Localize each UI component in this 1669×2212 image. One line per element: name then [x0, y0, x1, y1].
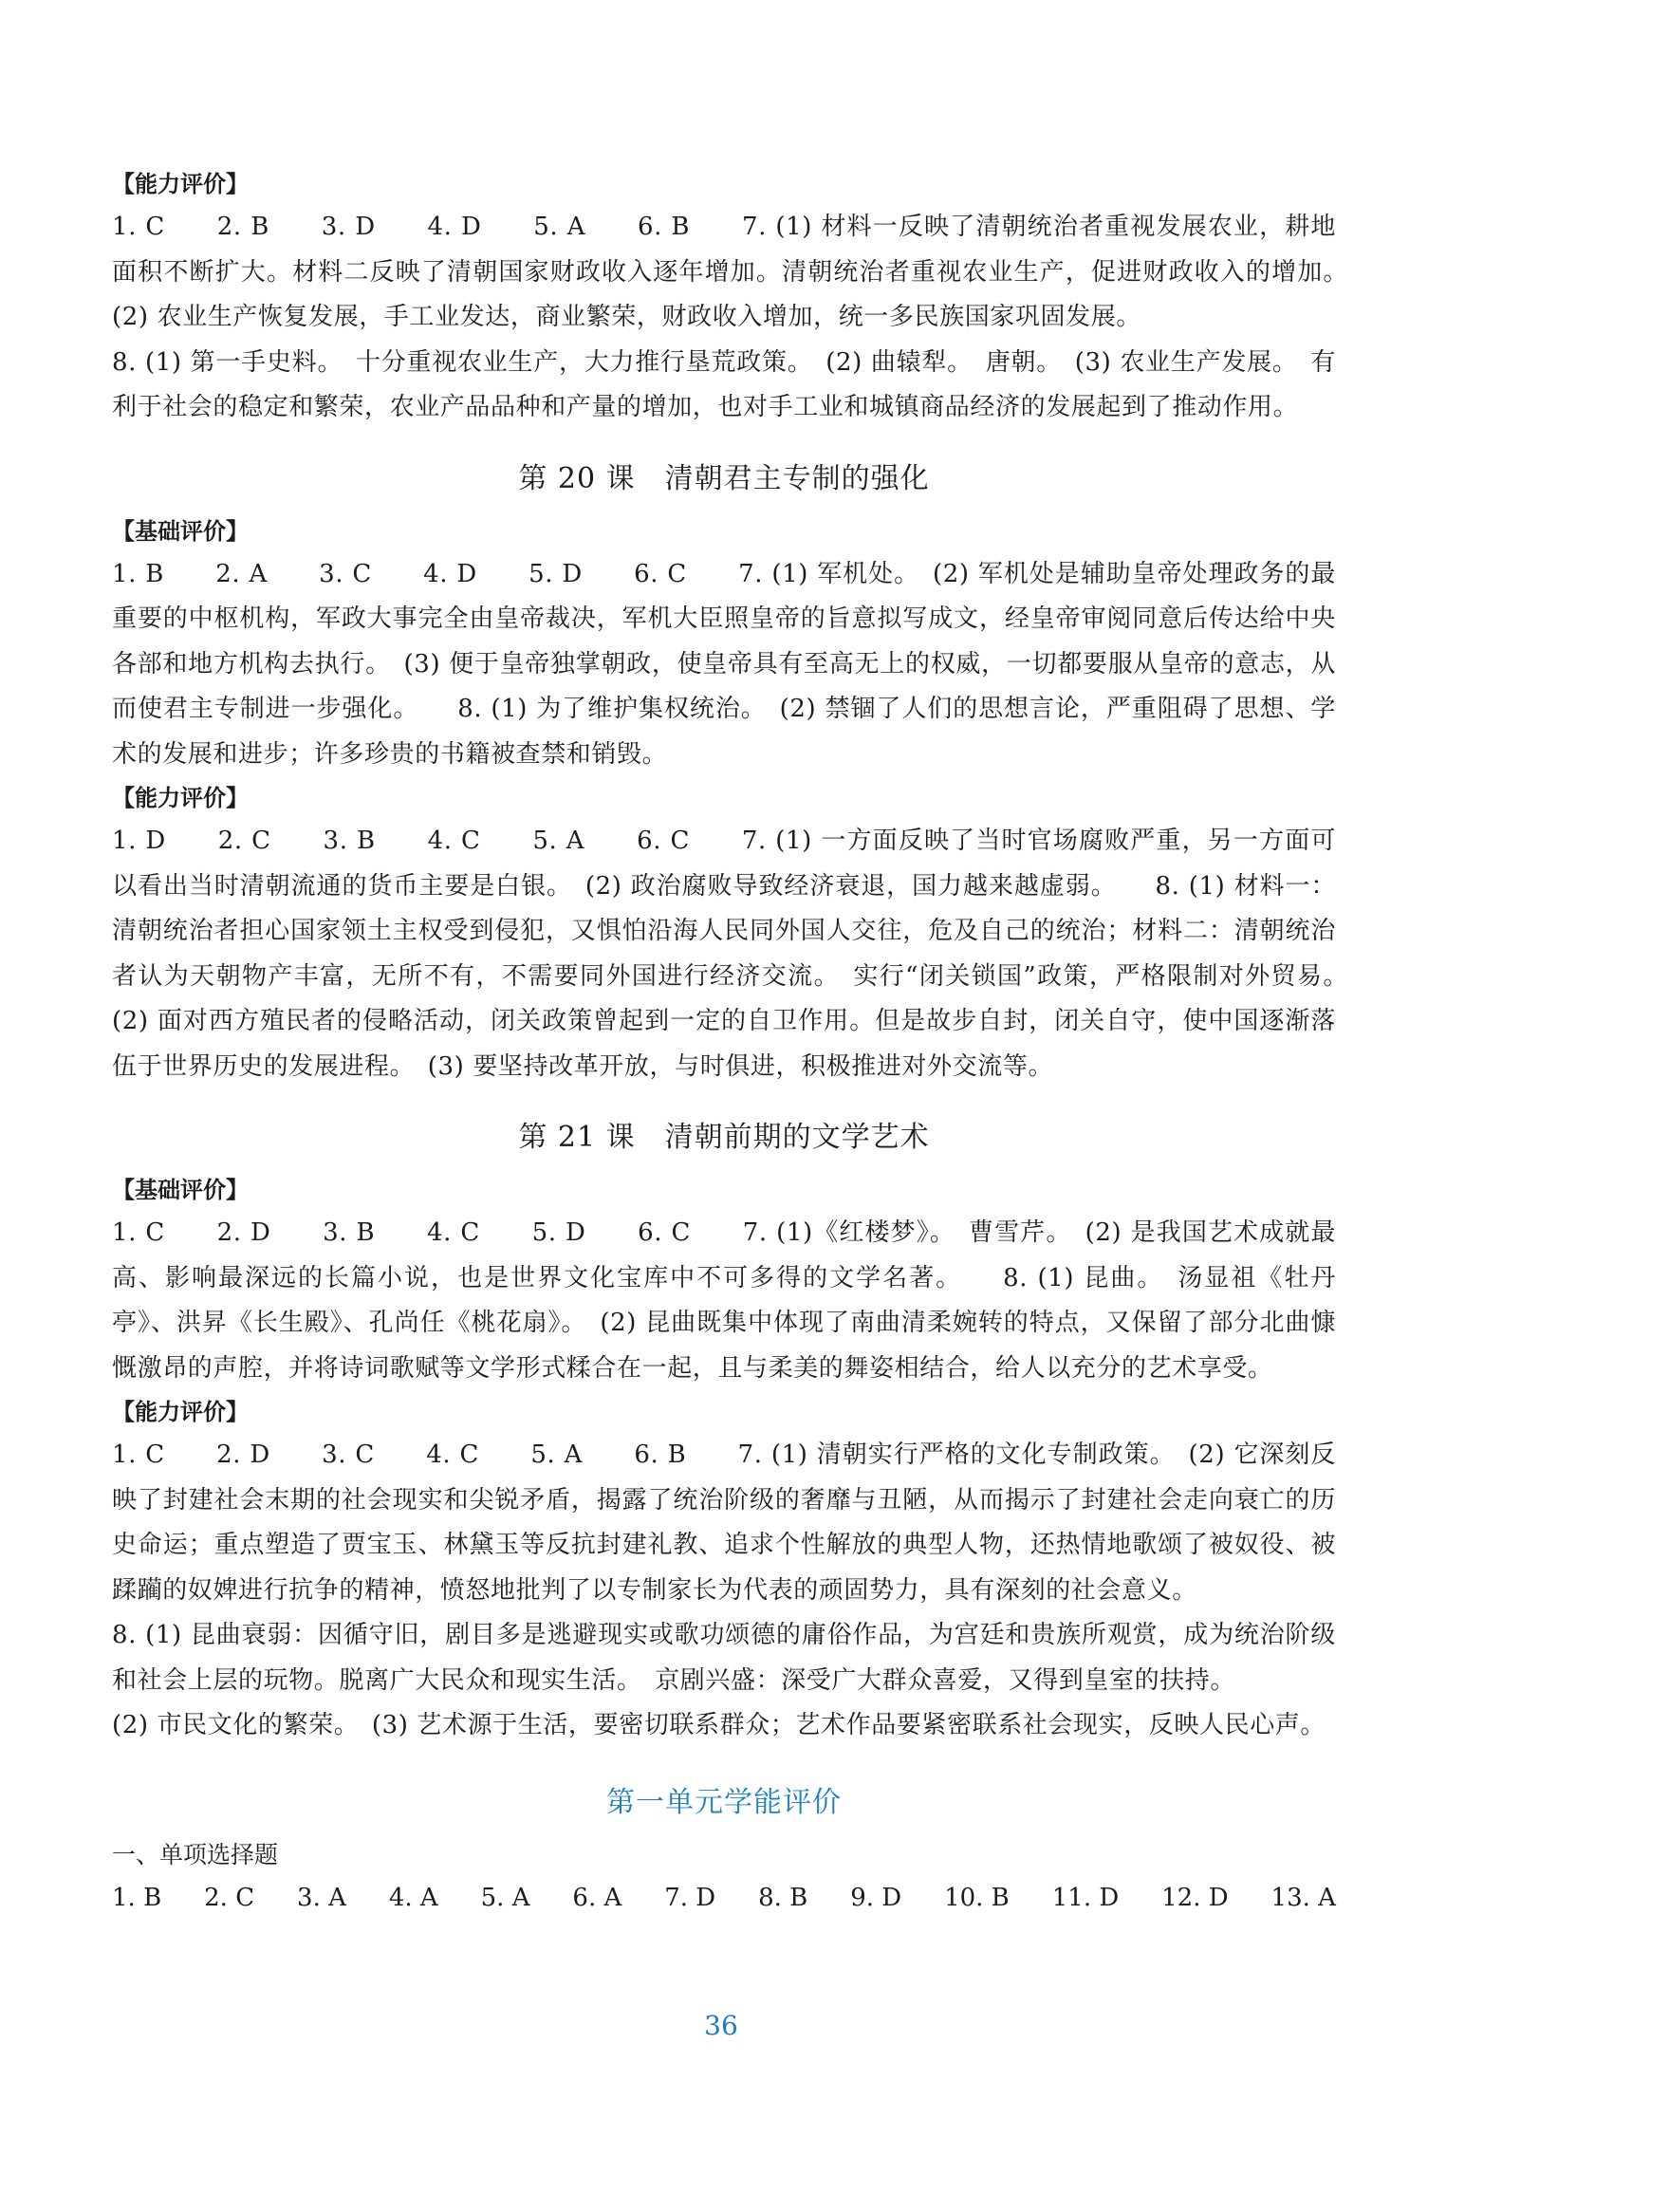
answer-item: 6. A — [572, 1883, 622, 1912]
page-number: 36 — [704, 2010, 738, 2041]
answer-paragraph: 1. B 2. A 3. C 4. D 5. D 6. C 7. (1) 军机处。 (2) 军机处是辅助皇帝处理政务的最重要的中枢机构，军政大事完全由皇帝裁决，军机大臣照皇帝的旨意拟写成文，经皇帝审阅同意后传达给中央各部和地方机构去执行。 (3) 便于皇帝独掌朝政，使皇帝具有至高无上的权威，一切都要服从皇帝的意志，从而使君主专制进一步强化。 8. (1) 为了维护集权统治。 (2) 禁锢了人们的思想言论，严重阻碍了思想、学术的发展和进步；许多珍贵的书籍被查禁和销毁。 — [112, 559, 1336, 769]
answer-paragraph: 1. C 2. D 3. C 4. C 5. A 6. B 7. (1) 清朝实行严格的文化专制政策。 (2) 它深刻反映了封建社会末期的社会现实和尖锐矛盾，揭露了统治阶级的奢靡与丑陋，从而揭示了封建社会走向衰亡的历史命运；重点塑造了贾宝玉、林黛玉等反抗封建礼教、追求个性解放的典型人物，还热情地歌颂了被奴役、被蹂躏的奴婢进行抗争的精神，愤怒地批判了以专制家长为代表的顽固势力，具有深刻的社会意义。 — [112, 1441, 1336, 1605]
ability-eval-tag: 【能力评价】 — [112, 171, 249, 197]
lesson-20-title: 第 20 课 清朝君主专制的强化 — [518, 461, 930, 495]
single-choice-heading: 一、单项选择题 — [112, 1840, 279, 1868]
answer-paragraph: 8. (1) 第一手史料。 十分重视农业生产，大力推行垦荒政策。 (2) 曲辕犁。 唐朝。 (3) 农业生产发展。 有利于社会的稳定和繁荣，农业产品品种和产量的增加，也对手工业和城镇商品经济的发展起到了推动作用。 — [112, 347, 1336, 421]
answer-paragraph: 8. (1) 昆曲衰弱：因循守旧，剧目多是逃避现实或歌功颂德的庸俗作品，为宫廷和贵族所观赏，成为统治阶级和社会上层的玩物。脱离广大民众和现实生活。 京剧兴盛：深受广大群众喜爱，又得到皇室的扶持。 — [112, 1621, 1336, 1695]
answer-item: 3. A — [297, 1883, 346, 1912]
answer-item: 7. D — [664, 1883, 716, 1912]
answer-item: 5. A — [480, 1883, 530, 1912]
answer-paragraph: 1. C 2. D 3. B 4. C 5. D 6. C 7. (1)《红楼梦》。 曹雪芹。 (2) 是我国艺术成就最高、影响最深远的长篇小说，也是世界文化宝库中不可多得的文学名著。 8. (1) 昆曲。 汤显祖《牡丹亭》、洪昇《长生殿》、孔尚任《桃花扇》。 (2) 昆曲既集中体现了南曲清柔婉转的特点，又保留了部分北曲慷慨激昂的声腔，并将诗词歌赋等文学形式糅合在一起，且与柔美的舞姿相结合，给人以充分的艺术享受。 — [112, 1218, 1336, 1383]
basic-eval-tag: 【基础评价】 — [112, 1177, 249, 1203]
answer-paragraph: 1. D 2. C 3. B 4. C 5. A 6. C 7. (1) 一方面反映了当时官场腐败严重，另一方面可以看出当时清朝流通的货币主要是白银。 (2) 政治腐败导致经济衰退，国力越来越虚弱。 8. (1) 材料一：清朝统治者担心国家领土主权受到侵犯，又惧怕沿海人民同外国人交往，危及自己的统治；材料二：清朝统治者认为天朝物产丰富，无所不有，不需要同外国进行经济交流。 实行“闭关锁国”政策，严格限制对外贸易。 (2) 面对西方殖民者的侵略活动，闭关政策曾起到一定的自卫作用。但是故步自封，闭关自守，使中国逐渐落伍于世界历史的发展进程。 (3) 要坚持改革开放，与时俱进，积极推进对外交流等。 — [112, 827, 1362, 1081]
unit-title: 第一单元学能评价 — [606, 1785, 842, 1819]
ability-eval-tag: 【能力评价】 — [112, 1399, 249, 1425]
answer-item: 10. B — [944, 1883, 1010, 1912]
lesson-21-title: 第 21 课 清朝前期的文学艺术 — [518, 1121, 930, 1154]
ability-eval-tag: 【能力评价】 — [112, 785, 249, 811]
answer-list — [112, 1876, 1336, 1920]
answer-item: 12. D — [1161, 1883, 1229, 1912]
answer-item: 2. C — [204, 1883, 255, 1912]
answer-item: 8. B — [758, 1883, 808, 1912]
basic-eval-tag: 【基础评价】 — [112, 517, 249, 545]
answer-item: 11. D — [1051, 1883, 1120, 1912]
answer-paragraph: 1. C 2. B 3. D 4. D 5. A 6. B 7. (1) 材料一反映了清朝统治者重视发展农业，耕地面积不断扩大。材料二反映了清朝国家财政收入逐年增加。清朝统治者重视农业生产，促进财政收入的增加。 (2) 农业生产恢复发展，手工业发达，商业繁荣，财政收入增加，统一多民族国家巩固发展。 — [112, 213, 1362, 331]
answer-item: 1. B — [112, 1883, 162, 1912]
answer-item: 13. A — [1270, 1883, 1336, 1912]
page-content — [112, 163, 1362, 1920]
answer-item: 9. D — [850, 1883, 902, 1912]
answer-paragraph: (2) 市民文化的繁荣。 (3) 艺术源于生活，要密切联系群众；艺术作品要紧密联系社会现实，反映人民心声。 — [112, 1711, 1326, 1739]
answer-item: 4. A — [388, 1883, 438, 1912]
